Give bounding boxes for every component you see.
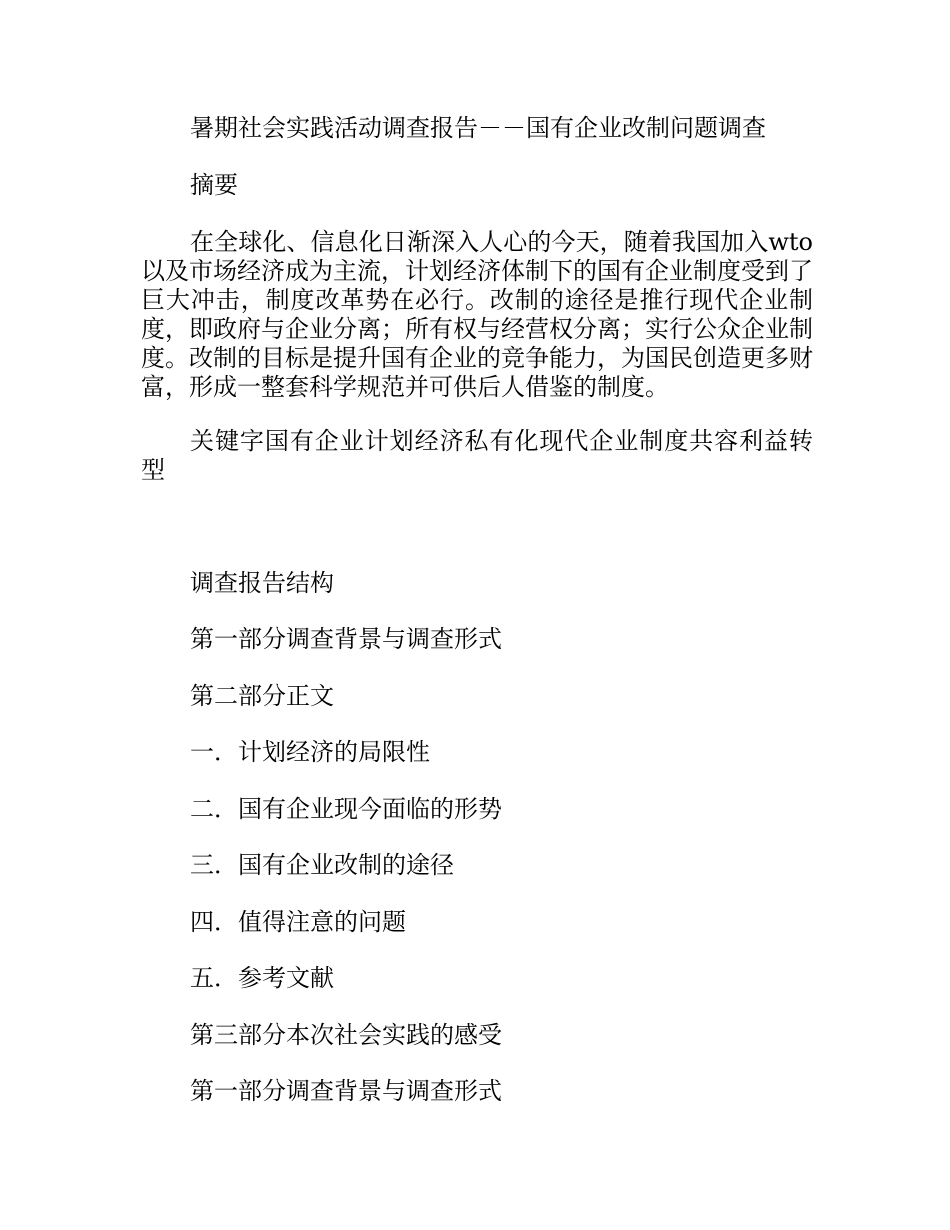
outline-item: 第三部分本次社会实践的感受 bbox=[190, 1021, 502, 1049]
keywords-paragraph: 关键字国有企业计划经济私有化现代企业制度共容利益转型 bbox=[141, 427, 813, 484]
outline-item: 第二部分正文 bbox=[190, 682, 334, 710]
outline-item: 二．国有企业现今面临的形势 bbox=[190, 795, 502, 823]
abstract-paragraph: 在全球化、信息化日渐深入人心的今天，随着我国加入wto以及市场经济成为主流，计划经济体制下的国有企业制度受到了巨大冲击，制度改革势在必行。改制的途径是推行现代企业制度，即政府与企业分离；所有权与经营权分离；实行公众企业制度。改制的目标是提升国有企业的竞争能力，为国民创造更多财富，形成一整套科学规范并可供后人借鉴的制度。 bbox=[141, 228, 813, 401]
outline-item: 五．参考文献 bbox=[190, 964, 334, 992]
structure-heading: 调查报告结构 bbox=[190, 569, 334, 597]
outline-item: 三．国有企业改制的途径 bbox=[190, 851, 454, 879]
document-title: 暑期社会实践活动调查报告－－国有企业改制问题调查 bbox=[190, 114, 766, 142]
outline-item: 四．值得注意的问题 bbox=[190, 908, 406, 936]
outline-item: 第一部分调查背景与调查形式 bbox=[190, 625, 502, 653]
abstract-heading: 摘要 bbox=[190, 171, 238, 199]
outline-item: 一．计划经济的局限性 bbox=[190, 738, 430, 766]
outline-item: 第一部分调查背景与调查形式 bbox=[190, 1077, 502, 1105]
